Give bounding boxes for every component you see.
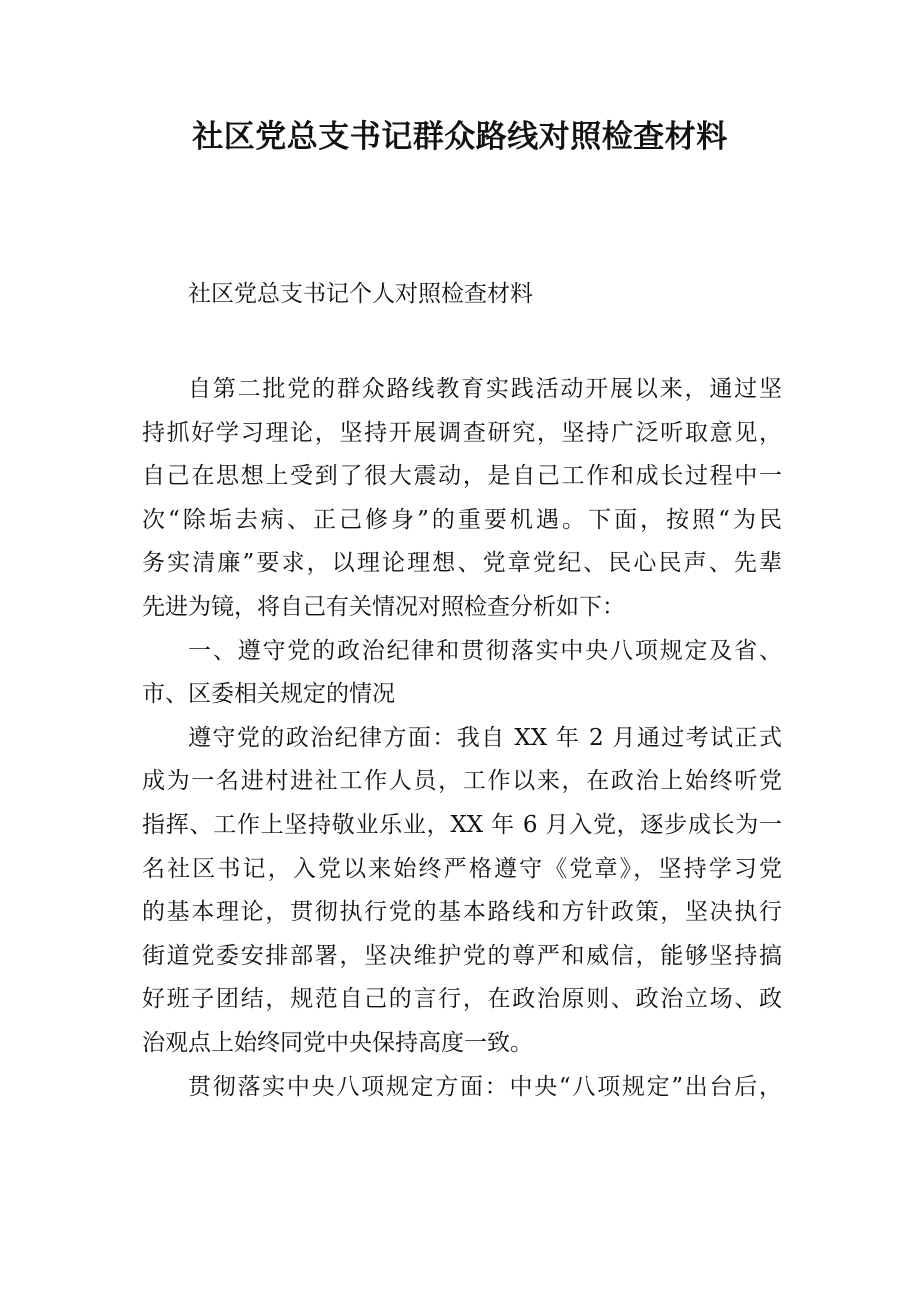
- paragraph-eight-rules: [142, 1066, 782, 1110]
- text-line: 好班子团结，规范自己的言行，在政治原则、政治立场、政: [142, 986, 782, 1013]
- text-line: 次“除垢去病、正己修身”的重要机遇。下面，按照“为民: [142, 506, 782, 533]
- text-line: 持抓好学习理论，坚持开展调查研究，坚持广泛听取意见，: [142, 419, 782, 446]
- text-line: 先进为镜，将自己有关情况对照检查分析如下：: [142, 593, 625, 620]
- section-heading-1: [142, 630, 782, 717]
- text-line: 街道党委安排部署，坚决维护党的尊严和威信，能够坚持搞: [142, 942, 782, 969]
- text-line: 一、遵守党的政治纪律和贯彻落实中央八项规定及省、: [188, 637, 782, 664]
- paragraph-political-discipline: [142, 717, 782, 1066]
- document-subtitle: 社区党总支书记个人对照检查材料: [188, 281, 533, 307]
- text-line: 成为一名进村进社工作人员，工作以来，在政治上始终听党: [142, 768, 782, 795]
- paragraph-intro: [142, 368, 782, 630]
- text-line: 自己在思想上受到了很大震动，是自己工作和成长过程中一: [142, 463, 782, 490]
- text-line: 务实清廉”要求，以理论理想、党章党纪、民心民声、先辈: [142, 550, 782, 577]
- text-line: 指挥、工作上坚持敬业乐业，XX 年 6 月入党，逐步成长为一: [142, 811, 782, 838]
- document-title: 社区党总支书记群众路线对照检查材料: [192, 119, 728, 155]
- text-line: 的基本理论，贯彻执行党的基本路线和方针政策，坚决执行: [142, 899, 782, 926]
- text-line: 治观点上始终同党中央保持高度一致。: [142, 1029, 533, 1056]
- text-line: 市、区委相关规定的情况: [142, 681, 395, 708]
- text-line: 名社区书记，入党以来始终严格遵守《党章》，坚持学习党: [142, 855, 782, 882]
- document-body: [142, 368, 782, 1109]
- text-line: 遵守党的政治纪律方面：我自 XX 年 2 月通过考试正式: [188, 724, 782, 751]
- text-line: 贯彻落实中央八项规定方面：中央“八项规定”出台后，: [188, 1073, 782, 1100]
- text-line: 自第二批党的群众路线教育实践活动开展以来，通过坚: [188, 376, 782, 402]
